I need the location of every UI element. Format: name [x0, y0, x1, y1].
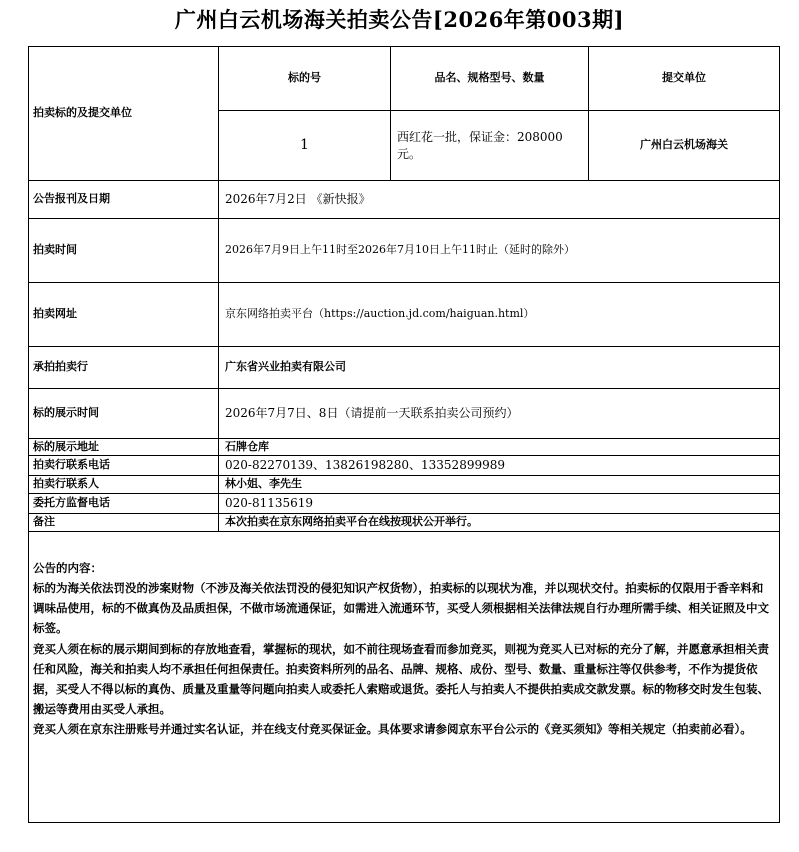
phone-value: 020-82270139、13826198280、13352899989: [219, 456, 780, 476]
auctioneer-label: 承拍拍卖行: [29, 347, 219, 389]
content-paragraph: 竞买人须在标的展示期间到标的存放地查看，掌握标的现状，如不前往现场查看而参加竞买，则视为竞买人已对标的充分了解，并愿意承担相关责任和风险，海关和拍卖人均不承担任何担保责任。拍卖资料所列的品名、品牌、规格、成份、型号、数量、重量标注等仅供参考，不作为提货依据，买受人不得以标的真伪、质量及重量等问题向拍卖人或委托人索赔或退货。委托人与拍卖人不提供拍卖成交款发票。标的物移交时发生包装、搬运等费用由买受人承担。: [33, 641, 769, 716]
display-location-label: 标的展示地址: [29, 439, 219, 456]
website-value: 京东网络拍卖平台（https://auction.jd.com/haiguan.html）: [219, 283, 780, 347]
auction-time-label: 拍卖时间: [29, 219, 219, 283]
submitter-name: 广州白云机场海关: [589, 111, 780, 181]
supervision-label: 委托方监督电话: [29, 494, 219, 514]
display-location-value: 石牌仓库: [219, 439, 780, 456]
goods-description: 西红花一批，保证金：208000元。: [391, 111, 589, 181]
contact-label: 拍卖行联系人: [29, 476, 219, 494]
page-title: 广州白云机场海关拍卖公告[2026年第003期]: [174, 7, 625, 32]
goods-header: 品名、规格型号、数量: [391, 47, 589, 111]
remark-value: 本次拍卖在京东网络拍卖平台在线按现状公开举行。: [219, 514, 780, 532]
display-time-value: 2026年7月7日、8日（请提前一天联系拍卖公司预约）: [219, 389, 780, 439]
auction-time-value: 2026年7月9日上午11时至2026年7月10日上午11时止（延时的除外）: [219, 219, 780, 283]
lot-number: 1: [219, 111, 391, 181]
content-paragraph: 竞买人须在京东注册账号并通过实名认证，并在线支付竞买保证金。具体要求请参阅京东平台公示的《竞买须知》等相关规定（拍卖前必看）。: [33, 722, 752, 736]
announcement-table: [28, 46, 780, 823]
content-heading: 公告的内容：: [33, 561, 102, 575]
website-label: 拍卖网址: [29, 283, 219, 347]
lot-number-header: 标的号: [219, 47, 391, 111]
contact-value: 林小姐、李先生: [219, 476, 780, 494]
remark-label: 备注: [29, 514, 219, 532]
announcement-content: [29, 532, 780, 823]
item-label: 拍卖标的及提交单位: [29, 47, 219, 181]
submitter-header: 提交单位: [589, 47, 780, 111]
display-time-label: 标的展示时间: [29, 389, 219, 439]
supervision-value: 020-81135619: [219, 494, 780, 514]
auctioneer-value: 广东省兴业拍卖有限公司: [219, 347, 780, 389]
phone-label: 拍卖行联系电话: [29, 456, 219, 476]
publish-label: 公告报刊及日期: [29, 181, 219, 219]
content-paragraph: 标的为海关依法罚没的涉案财物（不涉及海关依法罚没的侵犯知识产权货物），拍卖标的以现状为准，并以现状交付。拍卖标的仅限用于香辛料和调味品使用，标的不做真伪及品质担保，不做市场流通保证，如需进入流通环节，买受人须根据相关法律法规自行办理所需手续、相关证照及中文标签。: [33, 581, 769, 636]
publish-value: 2026年7月2日 《新快报》: [219, 181, 780, 219]
